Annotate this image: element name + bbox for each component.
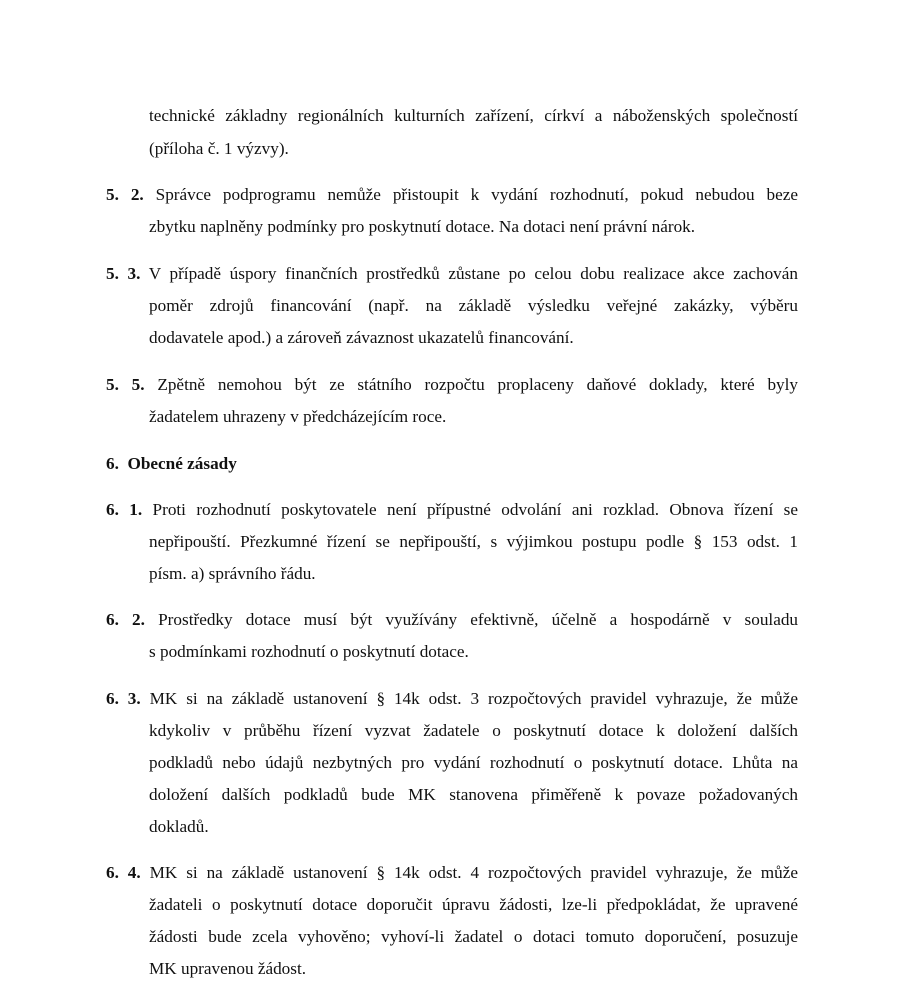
paragraph-6-1-line-1: 6. 1. Proti rozhodnutí poskytovatele není přípustné odvolání ani rozklad. Obnova řízení se [106,500,798,519]
paragraph-6-3-line-5: dokladů. [149,817,209,836]
paragraph-number: 6. 4. [106,863,141,882]
paragraph-6-3-line-2: kdykoliv v průběhu řízení vyzvat žadatele o poskytnutí dotace k doložení dalších [149,721,798,740]
paragraph-number: 6. 1. [106,500,143,519]
paragraph-5-3-line-2: poměr zdrojů financování (např. na základě výsledku veřejné zakázky, výběru [149,296,798,315]
paragraph-5-5-line-1: 5. 5. Zpětně nemohou být ze státního rozpočtu proplaceny daňové doklady, které byly [106,375,799,394]
intro-line-1: technické základny regionálních kulturních zařízení, církví a náboženských společností [149,106,798,125]
paragraph-5-2-line-2: zbytku naplněny podmínky pro poskytnutí dotace. Na dotaci není právní nárok. [149,217,696,236]
paragraph-5-3-line-3: dodavatele apod.) a zároveň závaznost ukazatelů financování. [149,328,574,347]
paragraph-6-2-line-1: 6. 2. Prostředky dotace musí být využívány efektivně, účelně a hospodárně v souladu [106,610,799,629]
paragraph-6-3-line-3: podkladů nebo údajů nezbytných pro vydání rozhodnutí o poskytnutí dotace. Lhůta na [149,753,798,772]
paragraph-6-2-line-2: s podmínkami rozhodnutí o poskytnutí dotace. [149,642,469,661]
paragraph-6-4-line-1: 6. 4. MK si na základě ustanovení § 14k odst. 4 rozpočtových pravidel vyhrazuje, že může [106,863,798,882]
section-6-heading: 6. Obecné zásady [106,454,237,473]
paragraph-number: 6. 2. [106,610,145,629]
paragraph-number: 5. 2. [106,185,144,204]
paragraph-5-2-line-1: 5. 2. Správce podprogramu nemůže přistoupit k vydání rozhodnutí, pokud nebudou beze [106,185,799,204]
paragraph-5-3-line-1: 5. 3. V případě úspory finančních prostředků zůstane po celou dobu realizace akce zachován [106,264,798,283]
paragraph-6-1-line-3: písm. a) správního řádu. [149,564,316,583]
paragraph-6-3-line-4: doložení dalších podkladů bude MK stanovena přiměřeně k povaze požadovaných [149,785,798,804]
paragraph-6-4-line-2: žadateli o poskytnutí dotace doporučit úpravu žádosti, lze-li předpokládat, že upravené [149,895,798,914]
paragraph-5-5-line-2: žadatelem uhrazeny v předcházejícím roce. [149,407,447,426]
paragraph-6-4-line-3: žádosti bude zcela vyhověno; vyhoví-li žadatel o dotaci tomuto doporučení, posuzuje [149,927,798,946]
paragraph-number: 6. 3. [106,689,141,708]
paragraph-6-1-line-2: nepřipouští. Přezkumné řízení se nepřipouští, s výjimkou postupu podle § 153 odst. 1 [149,532,798,551]
paragraph-number: 5. 3. [106,264,141,283]
paragraph-6-3-line-1: 6. 3. MK si na základě ustanovení § 14k odst. 3 rozpočtových pravidel vyhrazuje, že může [106,689,798,708]
intro-line-2: (příloha č. 1 výzvy). [149,139,289,158]
paragraph-number: 5. 5. [106,375,145,394]
paragraph-6-4-line-4: MK upravenou žádost. [149,959,307,978]
